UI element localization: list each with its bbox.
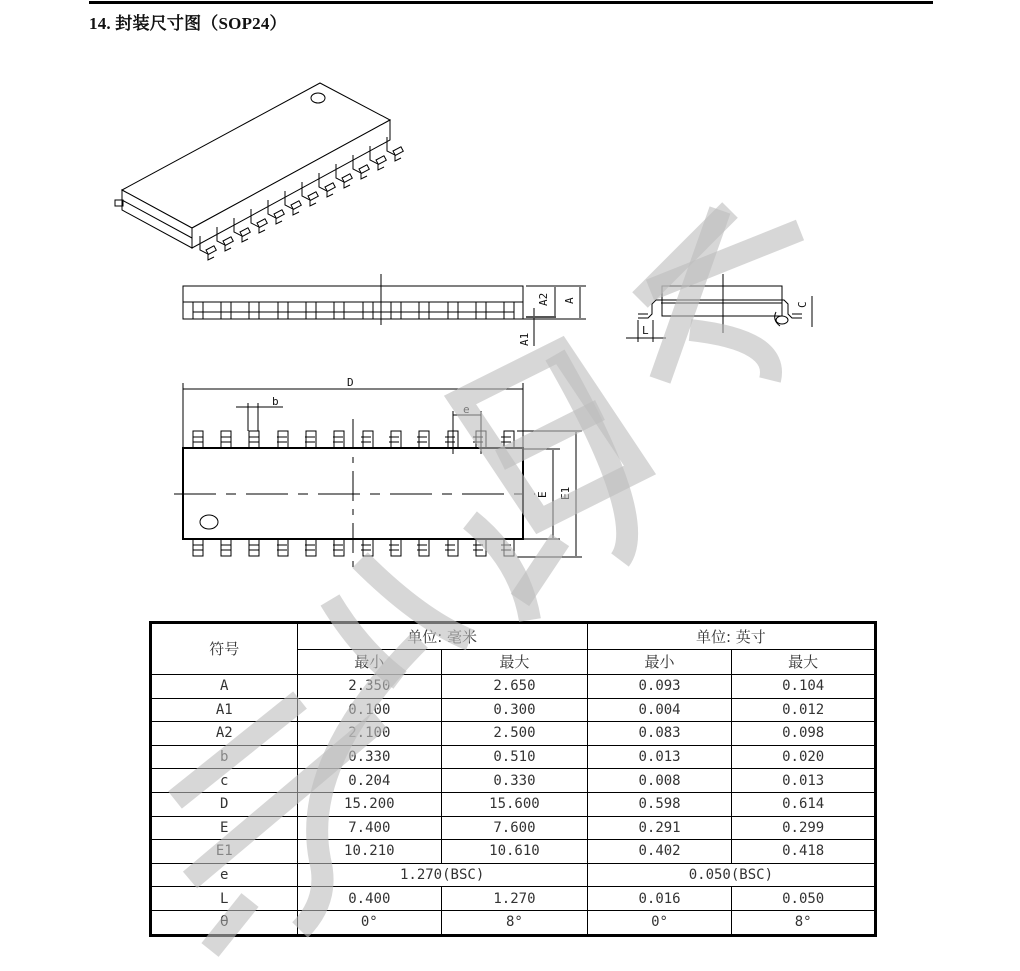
mm-min-cell: 2.350: [297, 675, 442, 699]
dim-label-C: C: [796, 301, 809, 308]
table-row: [151, 675, 876, 699]
mm-span-cell: 1.270(BSC): [297, 863, 587, 887]
inch-max-cell: 0.020: [732, 745, 876, 769]
inch-max-cell: 8°: [732, 910, 876, 935]
table-row: [151, 863, 876, 887]
inch-max-header: 最大: [732, 650, 876, 675]
dim-label-E1: E1: [559, 486, 572, 500]
inch-min-cell: 0.008: [587, 769, 732, 793]
mm-min-cell: 15.200: [297, 792, 442, 816]
dim-label-e: e: [463, 403, 470, 416]
inch-min-header: 最小: [587, 650, 732, 675]
symbol-cell: L: [151, 887, 298, 911]
mm-max-cell: 0.510: [442, 745, 588, 769]
mm-max-cell: 2.650: [442, 675, 588, 699]
inch-max-cell: 0.013: [732, 769, 876, 793]
mm-max-cell: 2.500: [442, 722, 588, 746]
symbol-cell: e: [151, 863, 298, 887]
symbol-cell: b: [151, 745, 298, 769]
inch-min-cell: 0.013: [587, 745, 732, 769]
mm-max-cell: 0.300: [442, 698, 588, 722]
mm-max-cell: 7.600: [442, 816, 588, 840]
isometric-package-view: [115, 83, 403, 260]
table-row: [151, 910, 876, 935]
symbol-cell: θ: [151, 910, 298, 935]
dim-label-b: b: [272, 395, 279, 408]
section-heading: 14. 封装尺寸图（SOP24）: [89, 14, 287, 33]
mm-min-cell: 0.400: [297, 887, 442, 911]
unit-mm-header: 单位: 毫米: [297, 623, 587, 650]
mm-max-cell: 1.270: [442, 887, 588, 911]
inch-max-cell: 0.299: [732, 816, 876, 840]
inch-min-cell: 0.598: [587, 792, 732, 816]
mm-min-cell: 0.100: [297, 698, 442, 722]
mm-min-cell: 10.210: [297, 840, 442, 864]
dim-label-A1: A1: [518, 332, 531, 346]
inch-max-cell: 0.012: [732, 698, 876, 722]
inch-min-cell: 0°: [587, 910, 732, 935]
symbol-cell: c: [151, 769, 298, 793]
mm-min-cell: 0°: [297, 910, 442, 935]
mm-max-cell: 0.330: [442, 769, 588, 793]
inch-max-cell: 0.418: [732, 840, 876, 864]
inch-min-cell: 0.016: [587, 887, 732, 911]
inch-min-cell: 0.291: [587, 816, 732, 840]
end-view: [626, 274, 812, 342]
inch-max-cell: 0.614: [732, 792, 876, 816]
dim-label-A2: A2: [537, 292, 550, 306]
mm-min-cell: 2.100: [297, 722, 442, 746]
mm-min-cell: 0.204: [297, 769, 442, 793]
inch-max-cell: 0.098: [732, 722, 876, 746]
symbol-cell: E: [151, 816, 298, 840]
inch-max-cell: 0.050: [732, 887, 876, 911]
symbol-cell: E1: [151, 840, 298, 864]
table-row: [151, 769, 876, 793]
mm-max-cell: 8°: [442, 910, 588, 935]
table-row: [151, 745, 876, 769]
dim-label-E: E: [536, 491, 549, 498]
symbol-cell: A2: [151, 722, 298, 746]
mm-max-cell: 10.610: [442, 840, 588, 864]
dimension-table: [149, 621, 877, 937]
dim-label-L: L: [642, 324, 649, 337]
table-row: [151, 698, 876, 722]
dim-label-A: A: [563, 297, 576, 304]
symbol-cell: D: [151, 792, 298, 816]
mm-max-cell: 15.600: [442, 792, 588, 816]
symbol-header: 符号: [151, 623, 298, 675]
symbol-cell: A1: [151, 698, 298, 722]
inch-max-cell: 0.104: [732, 675, 876, 699]
symbol-cell: A: [151, 675, 298, 699]
mm-min-cell: 0.330: [297, 745, 442, 769]
unit-inch-header: 单位: 英寸: [587, 623, 875, 650]
table-row: [151, 816, 876, 840]
table-row: [151, 887, 876, 911]
mm-max-header: 最大: [442, 650, 588, 675]
inch-min-cell: 0.004: [587, 698, 732, 722]
inch-min-cell: 0.402: [587, 840, 732, 864]
table-row: [151, 722, 876, 746]
table-row: [151, 792, 876, 816]
top-view: [174, 383, 582, 568]
table-row: [151, 840, 876, 864]
inch-min-cell: 0.093: [587, 675, 732, 699]
dim-label-D: D: [347, 376, 354, 389]
mm-min-cell: 7.400: [297, 816, 442, 840]
inch-min-cell: 0.083: [587, 722, 732, 746]
inch-span-cell: 0.050(BSC): [587, 863, 875, 887]
mm-min-header: 最小: [297, 650, 442, 675]
